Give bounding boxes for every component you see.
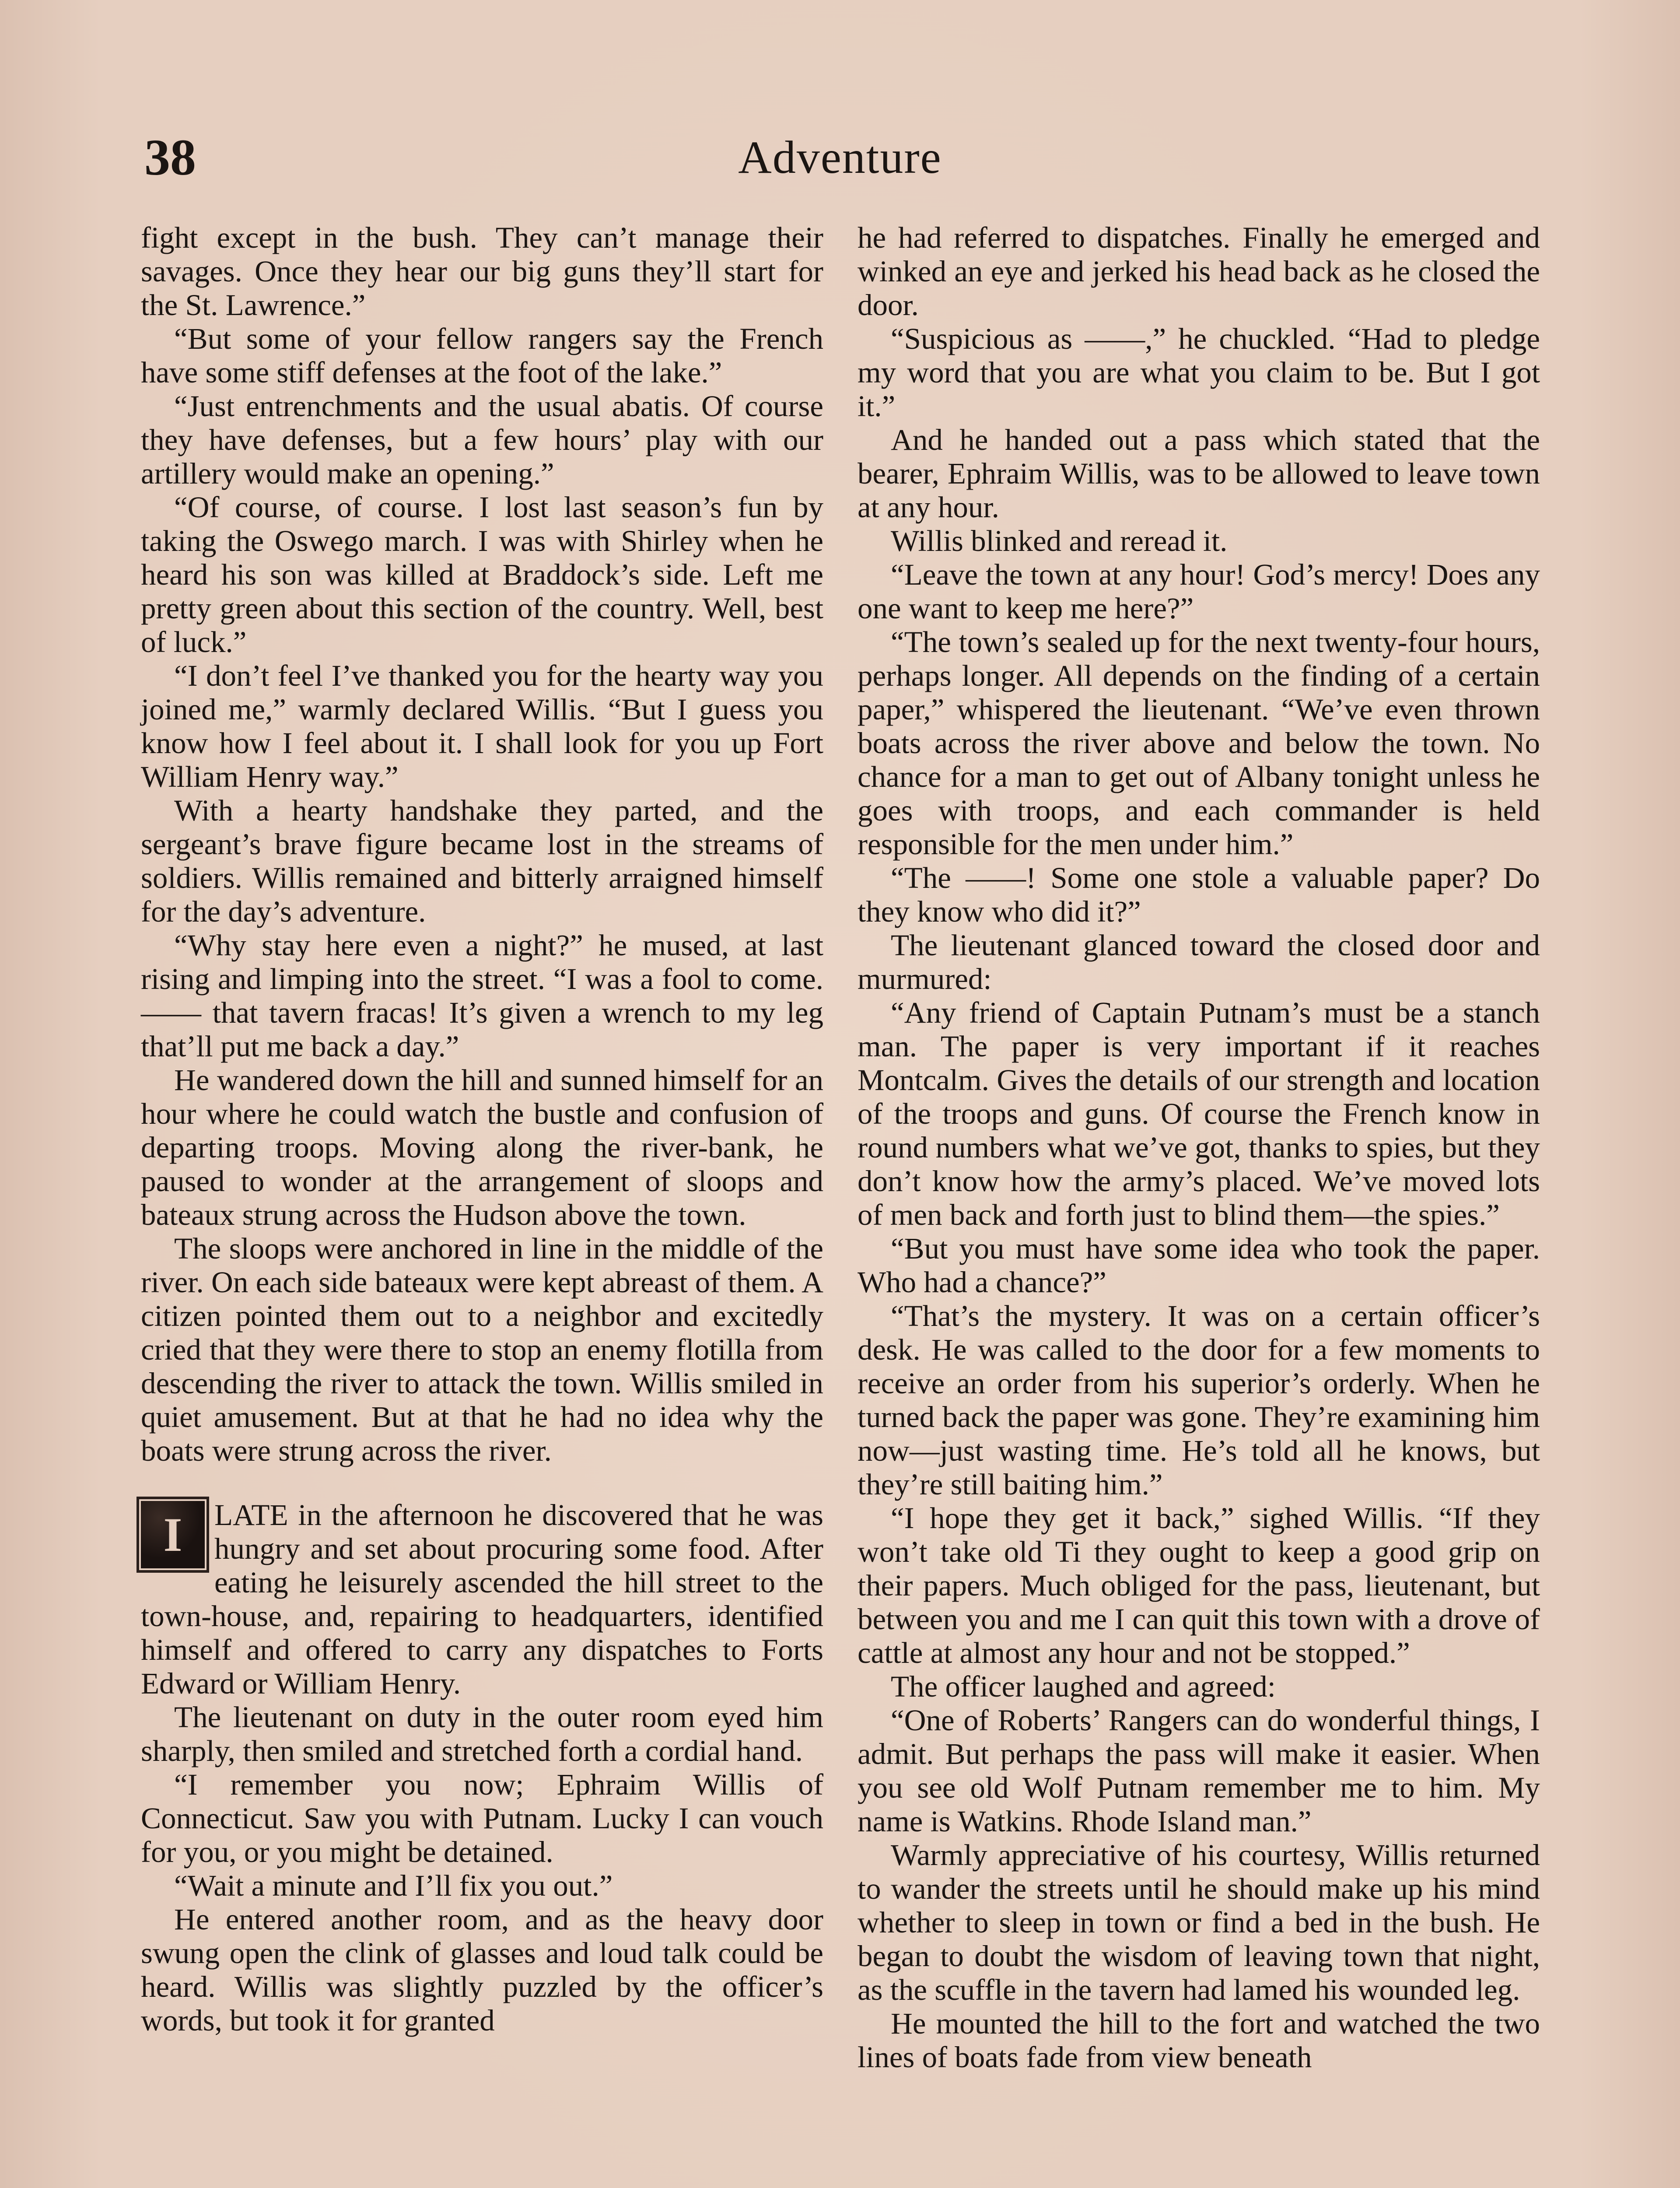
page-header [131, 127, 1549, 197]
paragraph: “I don’t feel I’ve thanked you for the hearty way you joined me,” warmly declared Willis. “But I guess you know how I feel about it. I shall look for you up Fort William Henry way.” [141, 659, 823, 793]
paragraph: “I hope they get it back,” sighed Willis. “If they won’t take old Ti they ought to keep a good grip on their papers. Much obliged for the pass, lieutenant, but between you and me I can quit this town with a drove of cattle at almost any hour and not be stopped.” [858, 1501, 1540, 1669]
paragraph: “Just entrenchments and the usual abatis. Of course they have defenses, but a few hours’ play with our artillery would make an opening.” [141, 389, 823, 490]
paragraph: “Of course, of course. I lost last season’s fun by taking the Oswego march. I was with Shirley when he heard his son was killed at Braddock’s side. Left me pretty green about this section of the country. Well, best of luck.” [141, 491, 823, 659]
paragraph: The lieutenant on duty in the outer room eyed him sharply, then smiled and stretched forth a cordial hand. [141, 1701, 823, 1767]
section-opening-paragraph [141, 1498, 823, 1701]
paragraph: “Suspicious as ——,” he chuckled. “Had to pledge my word that you are what you claim to be. But I got it.” [858, 322, 1540, 423]
paragraph: “But you must have some idea who took the paper. Who had a chance?” [858, 1232, 1540, 1299]
paragraph: “Any friend of Captain Putnam’s must be a stanch man. The paper is very important if it reaches Montcalm. Gives the details of our strength and location of the troops and guns. Of course the French know in round numbers what we’ve got, thanks to spies, but they don’t know how the army’s placed. We’ve moved lots of men back and forth just to blind them—the spies.” [858, 996, 1540, 1231]
paragraph: The sloops were anchored in line in the middle of the river. On each side bateaux were kept abreast of them. A citizen pointed them out to a neighbor and excitedly cried that they were there to stop an enemy flotilla from descending the river to attack the town. Willis smiled in quiet amusement. But at that he had no idea why the boats were strung across the river. [141, 1232, 823, 1467]
paragraph: “The ——! Some one stole a valuable paper? Do they know who did it?” [858, 861, 1540, 928]
paragraph: “That’s the mystery. It was on a certain officer’s desk. He was called to the door for a few moments to receive an order from his superior’s orderly. When he turned back the paper was gone. They’re examining him now—just wasting time. He’s told all he knows, but they’re still baiting him.” [858, 1299, 1540, 1501]
paragraph: The lieutenant glanced toward the closed door and murmured: [858, 929, 1540, 996]
paragraph: “Why stay here even a night?” he mused, at last rising and limping into the street. “I was a fool to come. —— that tavern fracas! It’s given a wrench to my leg that’ll put me back a day.” [141, 929, 823, 1063]
paragraph: He entered another room, and as the heavy door swung open the clink of glasses and loud talk could be heard. Willis was slightly puzzled by the officer’s words, but took it for granted [141, 1903, 823, 2037]
running-title: Adventure [738, 132, 942, 183]
paragraph: He mounted the hill to the fort and watched the two lines of boats fade from view beneath [858, 2007, 1540, 2074]
paragraph: He wandered down the hill and sunned himself for an hour where he could watch the bustle and confusion of departing troops. Moving along the river-bank, he paused to wonder at the arrangement of sloops and bateaux strung across the Hudson above the town. [141, 1063, 823, 1231]
paragraph: “But some of your fellow rangers say the French have some stiff defenses at the foot of the lake.” [141, 322, 823, 389]
paragraph: “The town’s sealed up for the next twenty-four hours, perhaps longer. All depends on the finding of a certain paper,” whispered the lieutenant. “We’ve even thrown boats across the river above and below the town. No chance for a man to get out of Albany tonight unless he goes with troops, and each commander is held responsible for the men under him.” [858, 625, 1540, 861]
drop-cap: I [141, 1501, 205, 1568]
paragraph: And he handed out a pass which stated that the bearer, Ephraim Willis, was to be allowed to leave town at any hour. [858, 423, 1540, 524]
paragraph: The officer laughed and agreed: [891, 1670, 1276, 1703]
paragraph: fight except in the bush. They can’t manage their savages. Once they hear our big guns they’ll start for the St. Lawrence.” [141, 221, 823, 322]
paragraph: “One of Roberts’ Rangers can do wonderful things, I admit. But perhaps the pass will make it easier. When you see old Wolf Putnam remember me to him. My name is Watkins. Rhode Island man.” [858, 1704, 1540, 1838]
paragraph: Warmly appreciative of his courtesy, Willis returned to wander the streets until he should make up his mind whether to sleep in town or find a bed in the bush. He began to doubt the wisdom of leaving town that night, as the scuffle in the tavern had lamed his wounded leg. [858, 1838, 1540, 2006]
right-column [858, 221, 1540, 2074]
left-column [141, 221, 823, 2037]
paragraph: “I remember you now; Ephraim Willis of Connecticut. Saw you with Putnam. Lucky I can vouch for you, or you might be detained. [141, 1768, 823, 1869]
page-number: 38 [144, 129, 196, 186]
paragraph: “Wait a minute and I’ll fix you out.” [174, 1869, 613, 1902]
paragraph: With a hearty handshake they parted, and the sergeant’s brave figure became lost in the streams of soldiers. Willis remained and bitterly arraigned himself for the day’s adventure. [141, 794, 823, 928]
paragraph-text: LATE in the afternoon he discovered that he was hungry and set about procuring some food. After eating he leisurely ascended the hill street to the town-house, and, repairing to headquarters, identified himself and offered to carry any dispatches to Forts Edward or William Henry. [141, 1498, 823, 1700]
paragraph: “Leave the town at any hour! God’s mercy! Does any one want to keep me here?” [858, 558, 1540, 625]
paragraph: he had referred to dispatches. Finally he emerged and winked an eye and jerked his head back as he closed the door. [858, 221, 1540, 322]
paragraph: Willis blinked and reread it. [891, 524, 1228, 558]
